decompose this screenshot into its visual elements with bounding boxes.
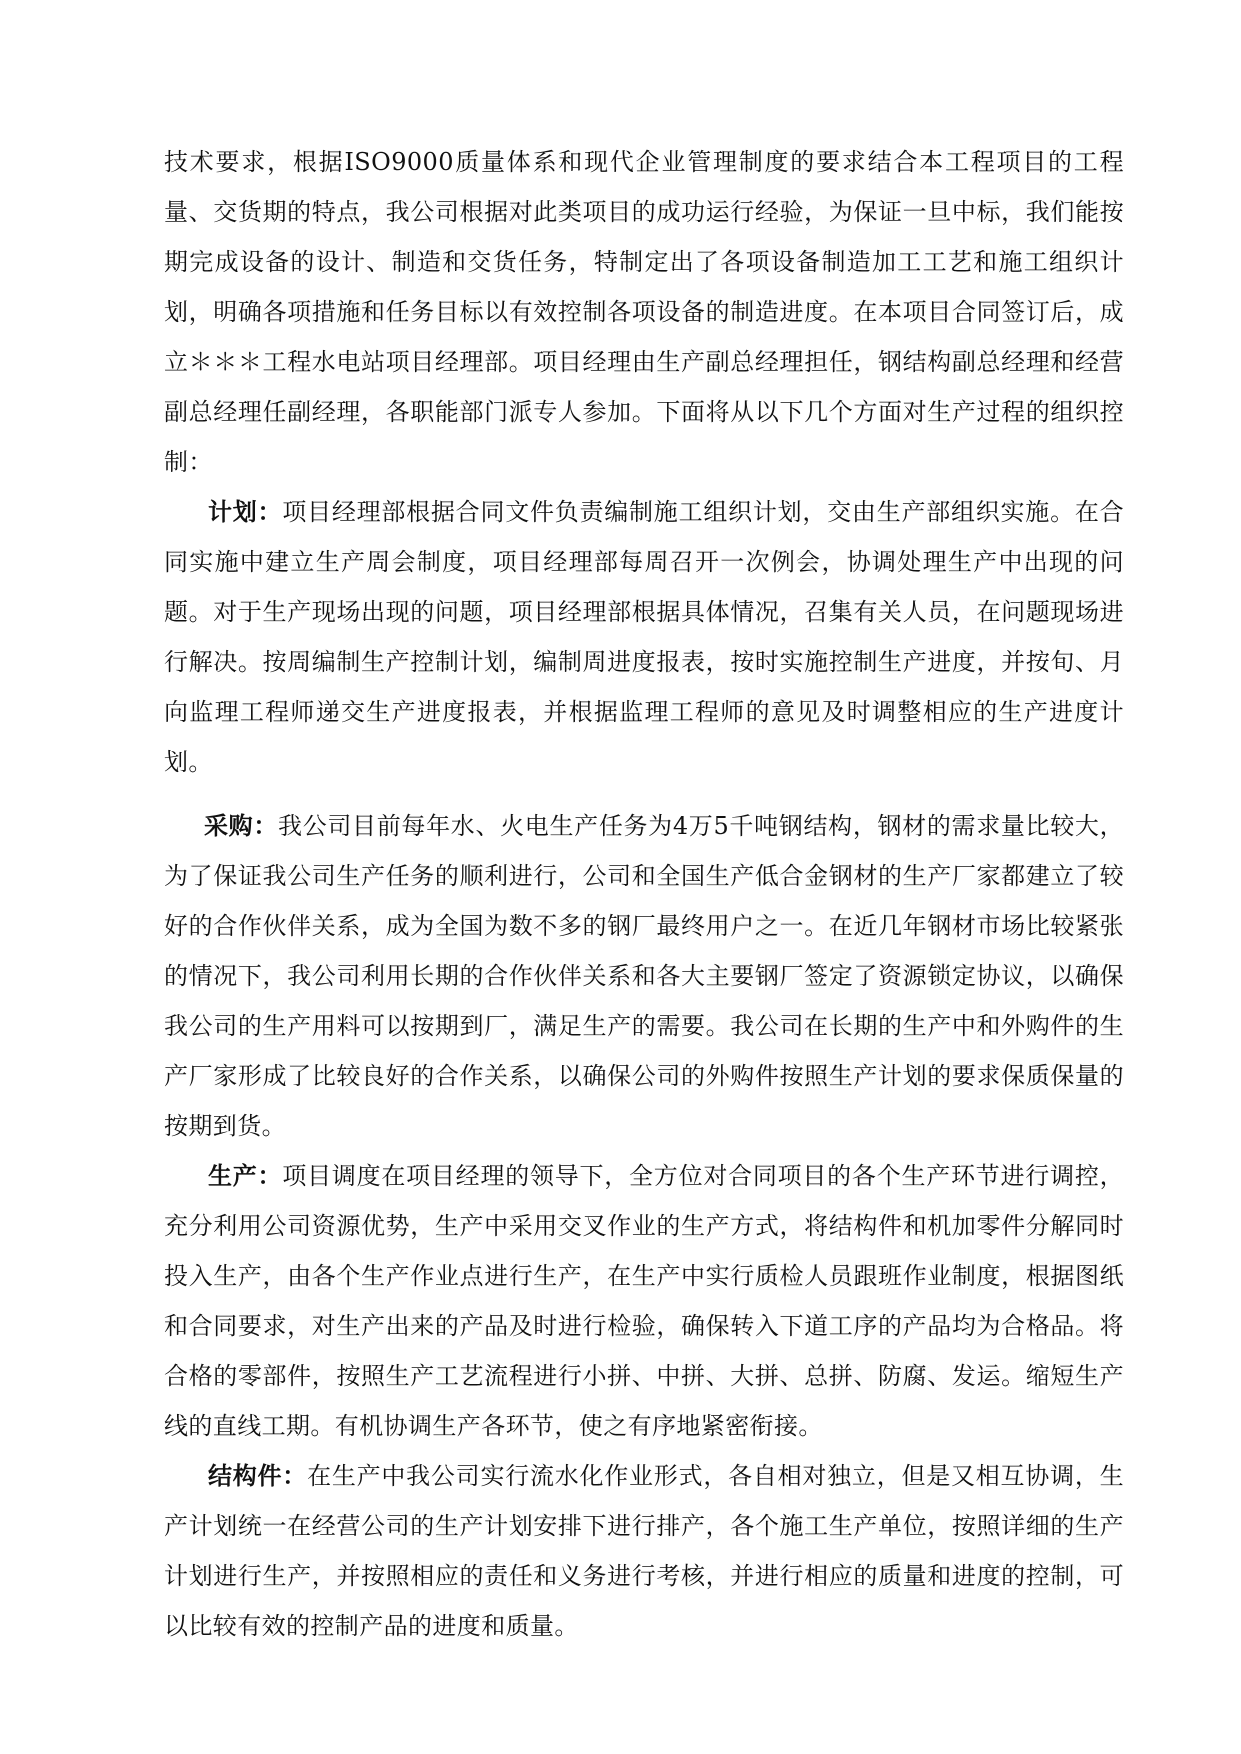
section-structures-text: 在生产中我公司实行流水化作业形式，各自相对独立，但是又相互协调，生产计划统一在经营公司的生产计划安排下进行排产，各个施工生产单位，按照详细的生产计划进行生产，并按照相应的责任和义务进行考核，并进行相应的质量和进度的控制，可以比较有效的控制产品的进度和质量。 [164,1462,1124,1640]
section-structures [164,1451,1124,1651]
section-production [164,1151,1124,1451]
section-procurement [164,801,1124,1151]
intro-paragraph [164,137,1124,487]
section-plan-text: 项目经理部根据合同文件负责编制施工组织计划，交由生产部组织实施。在合同实施中建立生产周会制度，项目经理部每周召开一次例会，协调处理生产中出现的问题。对于生产现场出现的问题，项目经理部根据具体情况，召集有关人员，在问题现场进行解决。按周编制生产控制计划，编制周进度报表，按时实施控制生产进度，并按旬、月向监理工程师递交生产进度报表，并根据监理工程师的意见及时调整相应的生产进度计划。 [164,498,1124,776]
section-structures-heading: 结构件： [208,1462,308,1490]
section-plan [164,487,1124,787]
intro-text: 技术要求，根据ISO9000质量体系和现代企业管理制度的要求结合本工程项目的工程量、交货期的特点，我公司根据对此类项目的成功运行经验，为保证一旦中标，我们能按期完成设备的设计、制造和交货任务，特制定出了各项设备制造加工工艺和施工组织计划，明确各项措施和任务目标以有效控制各项设备的制造进度。在本项目合同签订后，成立＊＊＊工程水电站项目经理部。项目经理由生产副总经理担任，钢结构副总经理和经营副总经理任副经理，各职能部门派专人参加。下面将从以下几个方面对生产过程的组织控制： [164,148,1124,476]
section-production-text: 项目调度在项目经理的领导下，全方位对合同项目的各个生产环节进行调控，充分利用公司资源优势，生产中采用交叉作业的生产方式，将结构件和机加零件分解同时投入生产，由各个生产作业点进行生产，在生产中实行质检人员跟班作业制度，根据图纸和合同要求，对生产出来的产品及时进行检验，确保转入下道工序的产品均为合格品。将合格的零部件，按照生产工艺流程进行小拼、中拼、大拼、总拼、防腐、发运。缩短生产线的直线工期。有机协调生产各环节，使之有序地紧密衔接。 [164,1162,1124,1440]
section-plan-heading: 计划： [208,498,283,526]
section-production-heading: 生产： [208,1162,283,1190]
section-procurement-heading: 采购： [204,812,279,840]
document-body [164,137,1124,1651]
section-procurement-text: 我公司目前每年水、火电生产任务为4万5千吨钢结构，钢材的需求量比较大，为了保证我公司生产任务的顺利进行，公司和全国生产低合金钢材的生产厂家都建立了较好的合作伙伴关系，成为全国为数不多的钢厂最终用户之一。在近几年钢材市场比较紧张的情况下，我公司利用长期的合作伙伴关系和各大主要钢厂签定了资源锁定协议，以确保我公司的生产用料可以按期到厂，满足生产的需要。我公司在长期的生产中和外购件的生产厂家形成了比较良好的合作关系，以确保公司的外购件按照生产计划的要求保质保量的按期到货。 [164,812,1124,1140]
